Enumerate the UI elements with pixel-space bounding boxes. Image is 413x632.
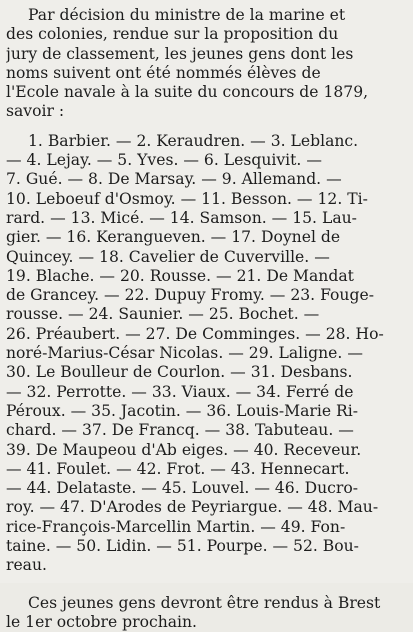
- intro-line: savoir :: [6, 102, 65, 121]
- student-list-line: 7. Gué. — 8. De Marsay. — 9. Allemand. —: [6, 170, 342, 189]
- student-list-line: Péroux. — 35. Jacotin. — 36. Louis-Marie Ri-: [6, 401, 359, 420]
- intro-paragraph: [6, 6, 407, 122]
- student-list-line: 30. Le Boulleur de Courlon. — 31. Desbans.: [6, 363, 353, 382]
- student-list-line: de Grancey. — 22. Dupuy Fromy. — 23. Fouge-: [6, 286, 374, 305]
- intro-line: l'Ecole navale à la suite du concours de 1879,: [6, 83, 369, 102]
- student-list-line: rice-François-Marcellin Martin. — 49. Fon-: [6, 517, 346, 536]
- closing-paragraph: [6, 594, 407, 632]
- student-list-line: noré-Marius-César Nicolas. — 29. Laligne. —: [6, 344, 363, 363]
- student-list-line: — 44. Delataste. — 45. Louvel. — 46. Ducro-: [6, 479, 359, 498]
- student-list-line: taine. — 50. Lidin. — 51. Pourpe. — 52. Bou-: [6, 537, 359, 556]
- student-list-line: roy. — 47. D'Arodes de Peyriargue. — 48. Mau-: [6, 498, 379, 517]
- student-list-line: 10. Leboeuf d'Osmoy. — 11. Besson. — 12. Ti-: [6, 189, 368, 208]
- student-list-line: rousse. — 24. Saunier. — 25. Bochet. —: [6, 305, 320, 324]
- student-list-line: 1. Barbier. — 2. Keraudren. — 3. Leblanc.: [28, 131, 359, 150]
- intro-line: des colonies, rendue sur la proposition du: [6, 25, 339, 44]
- intro-line: jury de classement, les jeunes gens dont les: [6, 44, 354, 63]
- student-list-paragraph: [6, 132, 407, 576]
- student-list-line: Quincey. — 18. Cavelier de Cuverville. —: [6, 247, 330, 266]
- closing-line: le 1er octobre prochain.: [6, 612, 198, 631]
- student-list-line: 39. De Maupeou d'Ab eiges. — 40. Receveur.: [6, 440, 362, 459]
- student-list-line: 19. Blache. — 20. Rousse. — 21. De Mandat: [6, 266, 354, 285]
- student-list-line: gier. — 16. Kerangueven. — 17. Doynel de: [6, 228, 341, 247]
- intro-line: noms suivent ont été nommés élèves de: [6, 63, 321, 82]
- spacer: [6, 122, 407, 132]
- student-list-line: reau.: [6, 556, 47, 575]
- student-list-line: chard. — 37. De Francq. — 38. Tabuteau. —: [6, 421, 354, 440]
- student-list-line: rard. — 13. Micé. — 14. Samson. — 15. Lau-: [6, 208, 357, 227]
- student-list-line: 26. Préaubert. — 27. De Comminges. — 28. Ho-: [6, 324, 384, 343]
- intro-line: Par décision du ministre de la marine et: [28, 6, 346, 24]
- spacer: [6, 576, 407, 594]
- closing-line: Ces jeunes gens devront être rendus à Brest: [28, 593, 381, 612]
- student-list-line: — 4. Lejay. — 5. Yves. — 6. Lesquivit. —: [6, 151, 322, 170]
- student-list-line: — 41. Foulet. — 42. Frot. — 43. Hennecart.: [6, 459, 350, 478]
- student-list-line: — 32. Perrotte. — 33. Viaux. — 34. Ferré de: [6, 382, 354, 401]
